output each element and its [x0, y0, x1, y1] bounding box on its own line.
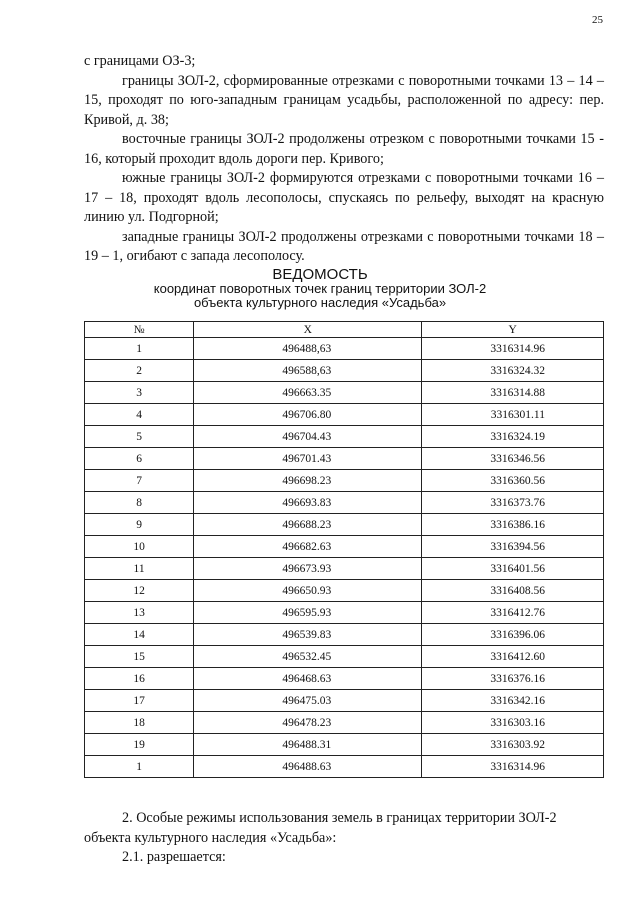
table-row	[85, 602, 604, 624]
x-coordinate-cell: 496488,63	[194, 338, 422, 360]
y-coordinate-cell: 3316386.16	[422, 514, 604, 536]
table-row	[85, 338, 604, 360]
x-coordinate-cell: 496701.43	[194, 448, 422, 470]
table-body	[85, 338, 604, 778]
x-coordinate-cell: 496475.03	[194, 690, 422, 712]
point-number-cell: 11	[85, 558, 194, 580]
y-coordinate-cell: 3316324.19	[422, 426, 604, 448]
table-row	[85, 580, 604, 602]
x-coordinate-cell: 496706.80	[194, 404, 422, 426]
header-x: X	[194, 322, 422, 338]
x-coordinate-cell: 496588,63	[194, 360, 422, 382]
table-row	[85, 690, 604, 712]
x-coordinate-cell: 496532.45	[194, 646, 422, 668]
point-number-cell: 9	[85, 514, 194, 536]
y-coordinate-cell: 3316314.96	[422, 338, 604, 360]
table-row	[85, 558, 604, 580]
table-row	[85, 646, 604, 668]
paragraph-sw-boundary: границы ЗОЛ-2, сформированные отрезками с поворотными точками 13 – 14 – 15, проходят по юго-западным границам усадьбы, расположенной по адресу: пер. Кривой, д. 38;	[84, 72, 604, 128]
table-header-row	[85, 322, 604, 338]
x-coordinate-cell: 496688.23	[194, 514, 422, 536]
point-number-cell: 5	[85, 426, 194, 448]
point-number-cell: 18	[85, 712, 194, 734]
table-row	[85, 624, 604, 646]
section-2	[84, 809, 604, 868]
statement-title: ВЕДОМОСТЬ	[272, 266, 368, 283]
y-coordinate-cell: 3316412.60	[422, 646, 604, 668]
point-number-cell: 1	[85, 338, 194, 360]
y-coordinate-cell: 3316303.16	[422, 712, 604, 734]
point-number-cell: 17	[85, 690, 194, 712]
header-number: №	[85, 322, 194, 338]
table-row	[85, 756, 604, 778]
statement-subtitle-line1: координат поворотных точек границ территории ЗОЛ-2	[153, 281, 487, 296]
x-coordinate-cell: 496693.83	[194, 492, 422, 514]
table-row	[85, 492, 604, 514]
y-coordinate-cell: 3316314.88	[422, 382, 604, 404]
point-number-cell: 15	[85, 646, 194, 668]
statement-subtitle-line2: объекта культурного наследия «Усадьба»	[193, 295, 447, 310]
table-row	[85, 514, 604, 536]
table-row	[85, 448, 604, 470]
paragraph-south-boundary: южные границы ЗОЛ-2 формируются отрезками с поворотными точками 16 – 17 – 18, проходят вдоль лесополосы, спускаясь по рельефу, выходят на красную линию ул. Подгорной;	[84, 170, 604, 225]
y-coordinate-cell: 3316401.56	[422, 558, 604, 580]
paragraph-west-boundary: западные границы ЗОЛ-2 продолжены отрезками с поворотными точками 18 – 19 – 1, огибают с запада лесополосу.	[84, 228, 604, 264]
y-coordinate-cell: 3316314.96	[422, 756, 604, 778]
point-number-cell: 3	[85, 382, 194, 404]
point-number-cell: 1	[85, 756, 194, 778]
section-subheading: 2.1. разрешается:	[122, 849, 226, 865]
coordinates-table	[84, 321, 604, 778]
paragraph-east-boundary: восточные границы ЗОЛ-2 продолжены отрезком с поворотными точками 15 - 16, который проходит вдоль дороги пер. Кривого;	[84, 131, 604, 167]
point-number-cell: 6	[85, 448, 194, 470]
point-number-cell: 7	[85, 470, 194, 492]
point-number-cell: 2	[85, 360, 194, 382]
section-heading: 2. Особые режимы использования земель в границах территории ЗОЛ-2 объекта культурного наследия «Усадьба»:	[84, 810, 557, 846]
point-number-cell: 14	[85, 624, 194, 646]
body-text	[84, 52, 604, 267]
y-coordinate-cell: 3316342.16	[422, 690, 604, 712]
table-row	[85, 734, 604, 756]
x-coordinate-cell: 496468.63	[194, 668, 422, 690]
table-row	[85, 426, 604, 448]
point-number-cell: 8	[85, 492, 194, 514]
page-number: 25	[592, 14, 603, 26]
point-number-cell: 12	[85, 580, 194, 602]
y-coordinate-cell: 3316373.76	[422, 492, 604, 514]
x-coordinate-cell: 496488.31	[194, 734, 422, 756]
x-coordinate-cell: 496595.93	[194, 602, 422, 624]
y-coordinate-cell: 3316376.16	[422, 668, 604, 690]
point-number-cell: 4	[85, 404, 194, 426]
table-row	[85, 382, 604, 404]
x-coordinate-cell: 496663.35	[194, 382, 422, 404]
x-coordinate-cell: 496682.63	[194, 536, 422, 558]
x-coordinate-cell: 496539.83	[194, 624, 422, 646]
paragraph-ozz3: с границами ОЗ-3;	[84, 53, 196, 69]
point-number-cell: 10	[85, 536, 194, 558]
x-coordinate-cell: 496673.93	[194, 558, 422, 580]
y-coordinate-cell: 3316303.92	[422, 734, 604, 756]
table-row	[85, 712, 604, 734]
table-row	[85, 536, 604, 558]
statement-title-block	[0, 267, 640, 310]
x-coordinate-cell: 496704.43	[194, 426, 422, 448]
y-coordinate-cell: 3316408.56	[422, 580, 604, 602]
y-coordinate-cell: 3316346.56	[422, 448, 604, 470]
x-coordinate-cell: 496478.23	[194, 712, 422, 734]
table-row	[85, 470, 604, 492]
x-coordinate-cell: 496488.63	[194, 756, 422, 778]
x-coordinate-cell: 496698.23	[194, 470, 422, 492]
point-number-cell: 13	[85, 602, 194, 624]
table-row	[85, 360, 604, 382]
table-row	[85, 404, 604, 426]
point-number-cell: 16	[85, 668, 194, 690]
y-coordinate-cell: 3316360.56	[422, 470, 604, 492]
x-coordinate-cell: 496650.93	[194, 580, 422, 602]
y-coordinate-cell: 3316324.32	[422, 360, 604, 382]
y-coordinate-cell: 3316394.56	[422, 536, 604, 558]
header-y: Y	[422, 322, 604, 338]
y-coordinate-cell: 3316412.76	[422, 602, 604, 624]
point-number-cell: 19	[85, 734, 194, 756]
table-row	[85, 668, 604, 690]
y-coordinate-cell: 3316301.11	[422, 404, 604, 426]
y-coordinate-cell: 3316396.06	[422, 624, 604, 646]
